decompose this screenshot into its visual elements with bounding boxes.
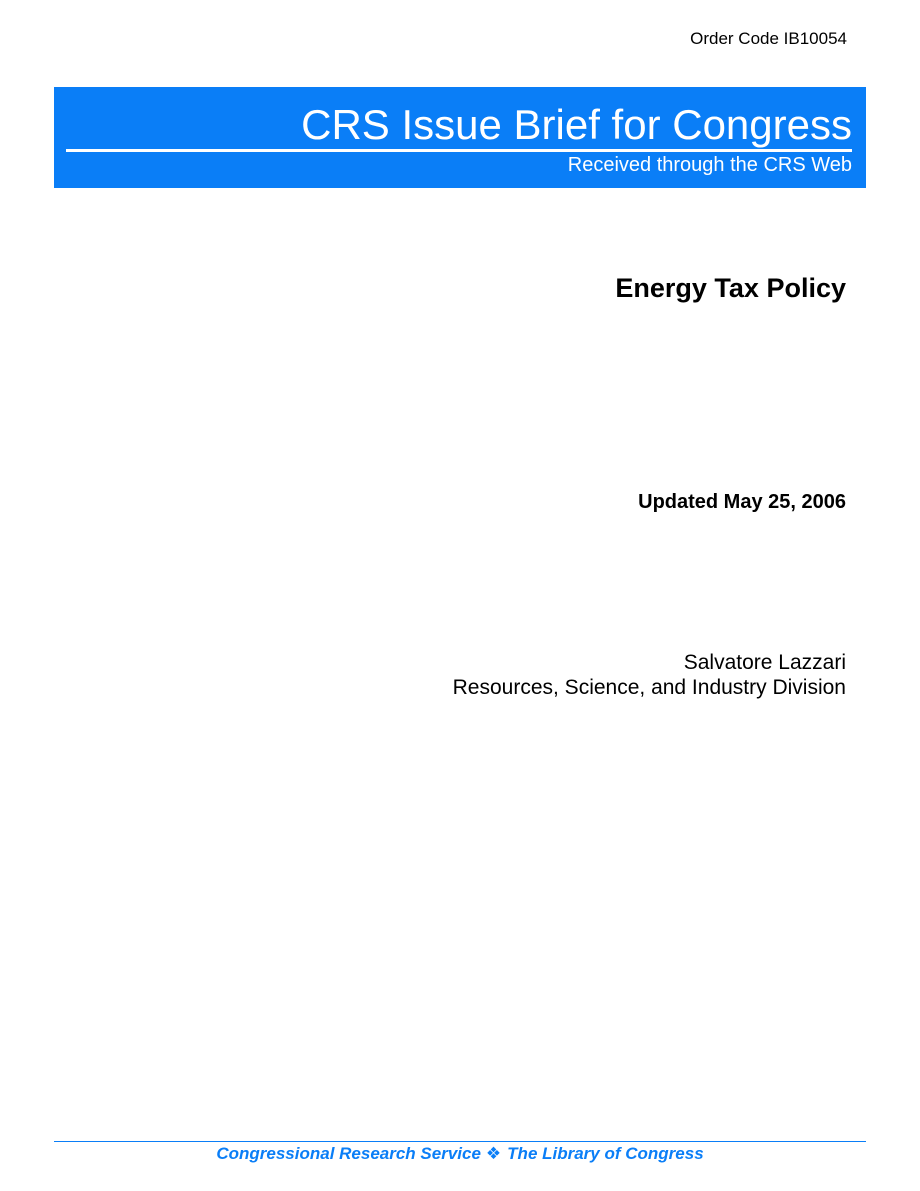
updated-date: Updated May 25, 2006 bbox=[638, 491, 846, 513]
footer-library: The Library of Congress bbox=[507, 1144, 704, 1163]
author-division: Resources, Science, and Industry Division bbox=[452, 676, 846, 699]
footer bbox=[0, 1143, 920, 1165]
footer-organization: Congressional Research Service bbox=[216, 1144, 481, 1163]
report-title: Energy Tax Policy bbox=[615, 273, 846, 303]
author-block bbox=[453, 650, 846, 700]
banner-divider bbox=[66, 149, 852, 152]
diamond-separator-icon: ❖ bbox=[485, 1144, 502, 1163]
order-code: Order Code IB10054 bbox=[690, 29, 847, 48]
banner-title: CRS Issue Brief for Congress bbox=[301, 101, 852, 148]
footer-divider bbox=[54, 1141, 866, 1142]
author-name: Salvatore Lazzari bbox=[683, 651, 846, 674]
crs-banner bbox=[54, 87, 866, 188]
banner-subtitle: Received through the CRS Web bbox=[567, 154, 852, 176]
